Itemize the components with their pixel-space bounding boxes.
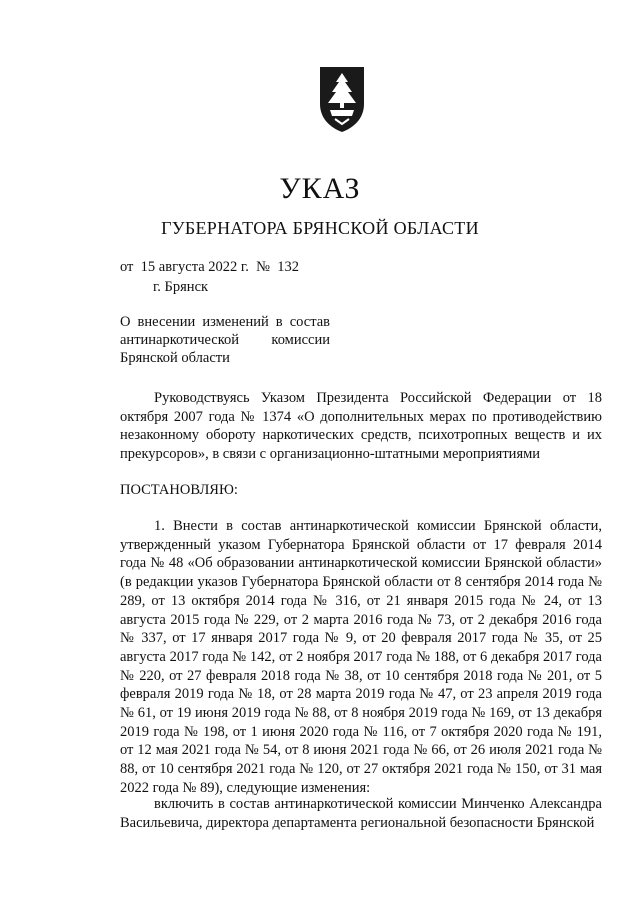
subject-line: Брянской области [120, 350, 230, 366]
subject-line: антинаркотической комиссии [120, 332, 330, 348]
preamble-paragraph [120, 389, 602, 464]
document-title: УКАЗ [279, 172, 361, 205]
item-1-paragraph [120, 517, 602, 798]
document-date: 15 августа 2022 г. [140, 259, 249, 275]
document-date-line [120, 259, 299, 276]
bullet-text: включить в состав антинаркотической комиссии Минченко Александра Васильевича, директора департамента региональной безопасности Брянской [120, 796, 602, 831]
preamble-text: Руководствуясь Указом Президента Российской Федерации от 18 октября 2007 года № 1374 «О дополнительных мерах по противодействию незаконному обороту наркотических средств, психотропных веществ и их прекурсоров», в связи с организационно-штатными мероприятиями [120, 390, 602, 463]
document-subtitle: ГУБЕРНАТОРА БРЯНСКОЙ ОБЛАСТИ [161, 218, 479, 238]
document-subject [120, 313, 330, 367]
bullet-paragraph [120, 795, 602, 832]
item-1-text: 1. Внести в состав антинаркотической комиссии Брянской области, утвержденный указом Губернатора Брянской области от 17 февраля 2014 года № 48 «Об образовании антинаркотической комиссии Брянской области» (в редакции указов Губернатора Брянской области от 8 сентября 2014 года № 289, от 13 октября 2014 года № 316, от 21 января 2015 года № 24, от 13 августа 2015 года № 229, от 2 марта 2016 года № 73, от 2 декабря 2016 года № 337, от 17 января 2017 года № 9, от 20 февраля 2017 года № 35, от 25 августа 2017 года № 142, от 2 ноября 2017 года № 188, от 6 декабря 2017 года № 220, от 27 февраля 2018 года № 38, от 10 сентября 2018 года № 201, от 5 февраля 2019 года № 18, от 28 марта 2019 года № 47, от 23 апреля 2019 года № 61, от 19 июня 2019 года № 88, от 8 ноября 2019 года № 169, от 13 декабря 2019 года № 198, от 1 июня 2020 года № 116, от 7 октября 2020 года № 191, от 12 мая 2021 года № 54, от 8 июня 2021 года № 66, от 26 июля 2021 года № 88, от 10 сентября 2021 года № 120, от 27 октября 2021 года № 150, от 31 мая 2022 года № 89), следующие изменения: [120, 518, 602, 796]
number-sign: № [256, 259, 270, 275]
document-city: г. Брянск [153, 279, 209, 295]
subject-line: О внесении изменений в состав [120, 314, 330, 330]
decree-word: ПОСТАНОВЛЯЮ: [120, 482, 238, 498]
document-number: 132 [277, 259, 299, 275]
date-prefix: от [120, 259, 134, 275]
bryansk-coat-of-arms-icon [317, 64, 367, 134]
